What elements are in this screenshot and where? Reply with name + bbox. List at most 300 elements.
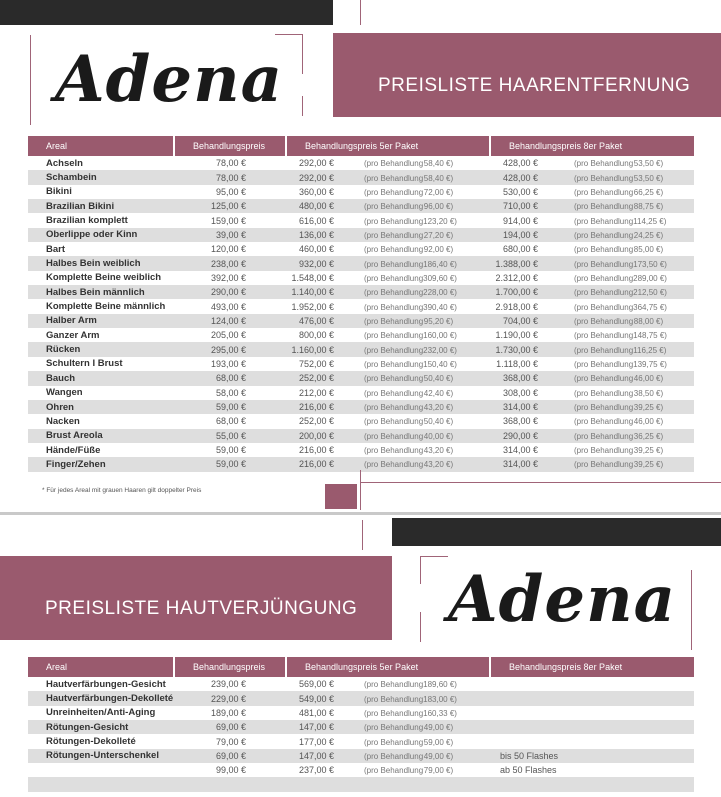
per-treatment-8er xyxy=(574,389,663,398)
value-5er: 147,00 € xyxy=(298,750,334,761)
footnote: * Für jedes Areal mit grauen Haaren gilt doppelter Preis xyxy=(42,487,202,494)
per-label: (pro Behandlung xyxy=(574,446,634,456)
cell-area: Achseln xyxy=(46,157,83,169)
value-8er xyxy=(490,737,500,747)
per-label: (pro Behandlung xyxy=(364,302,424,312)
table-row xyxy=(28,457,694,471)
table-row xyxy=(28,386,694,400)
dark-bar-2 xyxy=(392,518,721,546)
cell-8er xyxy=(490,457,694,471)
per-treatment-5er xyxy=(364,723,453,732)
per-treatment-5er xyxy=(364,680,457,690)
cell-area: Hände/Füße xyxy=(46,444,101,456)
table-row xyxy=(28,285,694,299)
cell-area: Ohren xyxy=(28,400,174,414)
table-row xyxy=(28,156,694,170)
cell-price: 69,00 € xyxy=(174,749,286,763)
deco-square xyxy=(325,484,357,509)
per-label: (pro Behandlung xyxy=(574,288,634,298)
per-label: (pro Behandlung xyxy=(364,460,424,470)
table-row xyxy=(28,400,694,414)
per-label: (pro Behandlung xyxy=(574,187,634,197)
cell-5er xyxy=(286,386,490,400)
cell-empty xyxy=(286,777,490,791)
per-treatment-5er xyxy=(364,202,453,211)
cell-area: Nacken xyxy=(46,415,80,427)
cell-8er xyxy=(490,156,694,170)
value-5er: 136,00 € xyxy=(298,229,334,240)
table-row xyxy=(28,299,694,313)
cell-price: 39,00 € xyxy=(174,228,286,242)
brand-logo-2: Adena xyxy=(448,562,677,637)
per-treatment-8er xyxy=(574,345,667,355)
cell-5er xyxy=(286,170,490,184)
table-row xyxy=(28,677,694,691)
value-5er: 800,00 € xyxy=(298,330,334,341)
per-value-5er: 92,00 €) xyxy=(423,245,454,255)
cell-price: 68,00 € xyxy=(174,371,286,385)
value-8er: 368,00 € xyxy=(502,373,538,384)
per-label: (pro Behandlung xyxy=(364,345,424,355)
per-label: (pro Behandlung xyxy=(364,737,424,747)
per-label: (pro Behandlung xyxy=(574,216,634,226)
per-treatment-8er xyxy=(574,273,667,283)
per-label: (pro Behandlung xyxy=(574,359,634,369)
per-label: (pro Behandlung xyxy=(364,187,424,197)
per-value-5er: 232,00 €) xyxy=(423,345,457,355)
per-label: (pro Behandlung xyxy=(574,302,634,312)
table-row xyxy=(28,271,694,285)
cell-5er xyxy=(286,271,490,285)
cell-5er xyxy=(286,342,490,356)
cell-area: Halbes Bein weiblich xyxy=(28,256,174,270)
banner-hautverjuengung xyxy=(0,556,392,640)
per-treatment-8er xyxy=(574,245,663,254)
table-row xyxy=(28,691,694,705)
cell-area: Rötungen-Unterschenkel xyxy=(28,749,174,763)
per-treatment-5er xyxy=(364,216,457,226)
per-treatment-5er xyxy=(364,389,453,398)
cell-area: Schambein xyxy=(28,170,174,184)
cell-8er xyxy=(490,185,694,199)
per-value-8er: 46,00 €) xyxy=(633,374,664,384)
cell-8er xyxy=(490,749,694,763)
per-value-5er: 390,40 €) xyxy=(423,302,457,312)
cell-area: Ganzer Arm xyxy=(46,329,100,341)
value-5er: 212,00 € xyxy=(298,387,334,398)
table-row xyxy=(28,749,694,763)
banner-haarentfernung xyxy=(333,33,721,117)
per-label: (pro Behandlung xyxy=(574,460,634,470)
cell-5er xyxy=(286,734,490,748)
deco-line xyxy=(420,556,448,557)
value-5er: 200,00 € xyxy=(298,430,334,441)
cell-empty xyxy=(490,777,694,791)
per-value-8er: 24,25 €) xyxy=(633,230,664,240)
cell-price: 120,00 € xyxy=(210,244,246,255)
per-value-5er: 96,00 €) xyxy=(423,202,454,212)
per-treatment-5er xyxy=(364,288,457,298)
table-row xyxy=(28,228,694,242)
cell-5er xyxy=(286,156,490,170)
per-treatment-8er xyxy=(574,417,663,426)
deco-line xyxy=(302,96,303,116)
per-label: (pro Behandlung xyxy=(364,417,424,427)
value-5er: 1.548,00 € xyxy=(291,272,334,283)
per-value-5er: 79,00 €) xyxy=(423,766,454,776)
per-treatment-5er xyxy=(364,403,453,412)
per-label: (pro Behandlung xyxy=(364,388,424,398)
cell-8er xyxy=(490,371,694,385)
value-5er: 476,00 € xyxy=(298,315,334,326)
per-label: (pro Behandlung xyxy=(364,708,424,718)
per-value-5er: 43,20 €) xyxy=(423,446,454,456)
per-value-8er: 39,25 €) xyxy=(633,460,664,470)
per-label: (pro Behandlung xyxy=(364,288,424,298)
cell-8er xyxy=(490,256,694,270)
per-treatment-8er xyxy=(574,231,663,240)
cell-price: 392,00 € xyxy=(210,272,246,283)
per-treatment-8er xyxy=(574,460,663,469)
value-8er: 428,00 € xyxy=(502,172,538,183)
deco-line xyxy=(362,520,363,550)
value-8er: ab 50 Flashes xyxy=(500,765,557,776)
value-8er: 314,00 € xyxy=(502,459,538,470)
value-8er: 428,00 € xyxy=(502,158,538,169)
cell-8er xyxy=(490,706,694,720)
per-treatment-8er xyxy=(574,403,663,412)
per-treatment-5er xyxy=(364,188,453,197)
per-label: (pro Behandlung xyxy=(364,766,424,776)
per-value-5er: 43,20 €) xyxy=(423,403,454,413)
per-label: (pro Behandlung xyxy=(364,403,424,413)
per-treatment-8er xyxy=(574,432,663,441)
cell-5er xyxy=(286,749,490,763)
table-row xyxy=(28,342,694,356)
per-value-5er: 186,40 €) xyxy=(423,259,457,269)
per-treatment-5er xyxy=(364,694,457,704)
value-8er: 290,00 € xyxy=(502,430,538,441)
per-treatment-5er xyxy=(364,317,453,326)
value-5er: 932,00 € xyxy=(298,258,334,269)
cell-8er xyxy=(490,400,694,414)
value-5er: 481,00 € xyxy=(298,707,334,718)
value-8er: bis 50 Flashes xyxy=(500,750,559,761)
cell-8er xyxy=(490,228,694,242)
cell-area: Halber Arm xyxy=(28,314,174,328)
per-value-8er: 114,25 €) xyxy=(633,216,667,226)
value-5er: 237,00 € xyxy=(298,765,334,776)
per-label: (pro Behandlung xyxy=(574,316,634,326)
cell-price: 55,00 € xyxy=(174,429,286,443)
value-8er: 704,00 € xyxy=(502,315,538,326)
table-row xyxy=(28,314,694,328)
per-label: (pro Behandlung xyxy=(364,723,424,733)
cell-5er xyxy=(286,443,490,457)
deco-line xyxy=(691,570,692,650)
value-8er xyxy=(490,694,500,704)
table-row xyxy=(28,443,694,457)
table-header xyxy=(28,657,694,677)
value-8er xyxy=(490,708,500,718)
cell-8er xyxy=(490,734,694,748)
cell-area: Bart xyxy=(46,243,66,255)
per-label: (pro Behandlung xyxy=(364,230,424,240)
per-value-5er: 40,00 €) xyxy=(423,431,454,441)
per-treatment-8er xyxy=(574,159,663,168)
cell-8er xyxy=(490,691,694,705)
per-treatment-8er xyxy=(574,374,663,383)
per-label: (pro Behandlung xyxy=(574,273,634,283)
per-value-5er: 43,20 €) xyxy=(423,460,454,470)
header-5er: Behandlungspreis 5er Paket xyxy=(286,657,490,677)
per-value-5er: 49,00 €) xyxy=(423,723,454,733)
price-table-hautverjuengung xyxy=(28,657,694,792)
cell-price: 295,00 € xyxy=(174,342,286,356)
header-8er: Behandlungspreis 8er Paket xyxy=(490,657,694,677)
per-label: (pro Behandlung xyxy=(574,245,634,255)
table-header xyxy=(28,136,694,156)
per-treatment-5er xyxy=(364,231,453,240)
cell-price: 58,00 € xyxy=(215,387,246,398)
per-value-8er: 39,25 €) xyxy=(633,446,664,456)
value-5er: 252,00 € xyxy=(298,416,334,427)
cell-area: Finger/Zehen xyxy=(28,457,174,471)
value-5er: 292,00 € xyxy=(298,158,334,169)
header-5er: Behandlungspreis 5er Paket xyxy=(286,136,490,156)
cell-5er xyxy=(286,763,490,777)
per-value-5er: 59,00 €) xyxy=(423,737,454,747)
cell-price: 59,00 € xyxy=(215,445,246,456)
table-row xyxy=(28,429,694,443)
value-8er: 368,00 € xyxy=(502,416,538,427)
cell-8er xyxy=(490,314,694,328)
per-treatment-8er xyxy=(574,331,667,341)
per-treatment-5er xyxy=(364,752,453,761)
cell-area: Bauch xyxy=(28,371,174,385)
value-5er: 216,00 € xyxy=(298,402,334,413)
table-row xyxy=(28,242,694,256)
per-label: (pro Behandlung xyxy=(574,173,634,183)
cell-price: 189,00 € xyxy=(210,707,246,718)
cell-area xyxy=(28,763,174,777)
header-areal: Areal xyxy=(28,657,174,677)
per-treatment-5er xyxy=(364,345,457,355)
cell-5er xyxy=(286,457,490,471)
cell-price: 79,00 € xyxy=(215,736,246,747)
per-value-5er: 183,00 €) xyxy=(423,694,457,704)
per-value-8er: 173,50 €) xyxy=(633,259,667,269)
per-treatment-8er xyxy=(574,302,667,312)
value-8er: 314,00 € xyxy=(502,402,538,413)
per-value-8er: 212,50 €) xyxy=(633,288,667,298)
per-treatment-5er xyxy=(364,159,453,168)
per-treatment-8er xyxy=(574,359,667,369)
deco-line xyxy=(30,35,31,125)
value-5er: 752,00 € xyxy=(298,358,334,369)
deco-line xyxy=(302,34,303,74)
cell-8er xyxy=(490,342,694,356)
per-treatment-5er xyxy=(364,708,457,718)
cell-price: 493,00 € xyxy=(210,301,246,312)
per-label: (pro Behandlung xyxy=(574,417,634,427)
per-treatment-5er xyxy=(364,174,453,183)
cell-price: 78,00 € xyxy=(215,158,246,169)
per-value-5er: 50,40 €) xyxy=(423,417,454,427)
cell-8er xyxy=(490,763,694,777)
per-value-5er: 72,00 €) xyxy=(423,187,454,197)
value-8er: 1.388,00 € xyxy=(495,258,538,269)
per-treatment-5er xyxy=(364,417,453,426)
per-treatment-5er xyxy=(364,273,457,283)
per-treatment-8er xyxy=(574,259,667,269)
value-5er: 569,00 € xyxy=(298,679,334,690)
value-8er: 1.118,00 € xyxy=(496,358,538,369)
per-treatment-5er xyxy=(364,460,453,469)
per-treatment-8er xyxy=(574,216,667,226)
cell-price: 239,00 € xyxy=(210,679,246,690)
cell-area: Schultern I Brust xyxy=(46,358,123,370)
table-row xyxy=(28,185,694,199)
deco-line xyxy=(420,612,421,642)
cell-area: Hautverfärbungen-Gesicht xyxy=(46,678,166,690)
header-areal: Areal xyxy=(28,136,174,156)
per-value-8er: 364,75 €) xyxy=(633,302,667,312)
deco-line xyxy=(275,34,302,35)
table-row xyxy=(28,357,694,371)
brand-logo: Adena xyxy=(55,42,284,117)
per-treatment-5er xyxy=(364,446,453,455)
value-8er: 1.190,00 € xyxy=(495,330,538,341)
value-8er: 1.730,00 € xyxy=(495,344,538,355)
per-label: (pro Behandlung xyxy=(574,331,634,341)
per-label: (pro Behandlung xyxy=(364,331,424,341)
cell-8er xyxy=(490,357,694,371)
cell-empty xyxy=(28,777,174,791)
cell-price: 193,00 € xyxy=(210,358,246,369)
cell-area: Rötungen-Gesicht xyxy=(28,720,174,734)
cell-empty xyxy=(174,777,286,791)
table-row xyxy=(28,199,694,213)
cell-price: 99,00 € xyxy=(215,765,246,776)
per-value-5er: 58,40 €) xyxy=(423,173,454,183)
value-5er: 252,00 € xyxy=(298,373,334,384)
cell-5er xyxy=(286,199,490,213)
value-8er: 530,00 € xyxy=(502,186,538,197)
cell-8er xyxy=(490,720,694,734)
cell-area: Halbes Bein männlich xyxy=(28,285,174,299)
per-value-8er: 38,50 €) xyxy=(633,388,664,398)
per-label: (pro Behandlung xyxy=(364,446,424,456)
per-label: (pro Behandlung xyxy=(364,751,424,761)
per-label: (pro Behandlung xyxy=(574,230,634,240)
cell-area: Hautverfärbungen-Dekolleté xyxy=(28,691,174,705)
cell-5er xyxy=(286,677,490,691)
per-treatment-5er xyxy=(364,245,453,254)
value-5er: 216,00 € xyxy=(298,459,334,470)
per-label: (pro Behandlung xyxy=(364,374,424,384)
per-value-5er: 150,40 €) xyxy=(423,359,457,369)
value-5er: 1.160,00 € xyxy=(291,344,334,355)
cell-area: Rötungen-Dekolleté xyxy=(46,736,136,748)
per-value-8er: 88,75 €) xyxy=(633,202,664,212)
header-8er: Behandlungspreis 8er Paket xyxy=(490,136,694,156)
per-value-5er: 160,33 €) xyxy=(423,708,457,718)
cell-5er xyxy=(286,400,490,414)
per-label: (pro Behandlung xyxy=(364,259,424,269)
per-value-8er: 85,00 €) xyxy=(633,245,664,255)
value-8er: 710,00 € xyxy=(502,201,538,212)
cell-8er xyxy=(490,271,694,285)
cell-area: Rücken xyxy=(28,342,174,356)
per-treatment-5er xyxy=(364,432,453,441)
cell-5er xyxy=(286,414,490,428)
cell-area: Oberlippe oder Kinn xyxy=(28,228,174,242)
table-row xyxy=(28,720,694,734)
per-value-8er: 53,50 €) xyxy=(633,159,664,169)
value-8er: 2.918,00 € xyxy=(495,301,538,312)
cell-8er xyxy=(490,242,694,256)
per-value-8er: 148,75 €) xyxy=(633,331,667,341)
table-row xyxy=(28,706,694,720)
per-value-5er: 49,00 €) xyxy=(423,751,454,761)
cell-area: Brust Areola xyxy=(28,429,174,443)
per-value-8er: 139,75 €) xyxy=(633,359,667,369)
cell-price: 124,00 € xyxy=(174,314,286,328)
header-price: Behandlungspreis xyxy=(174,136,286,156)
cell-price: 238,00 € xyxy=(174,256,286,270)
price-table-haarentfernung xyxy=(28,136,694,472)
cell-5er xyxy=(286,328,490,342)
value-5er: 460,00 € xyxy=(298,244,334,255)
per-label: (pro Behandlung xyxy=(364,173,424,183)
per-label: (pro Behandlung xyxy=(364,316,424,326)
value-8er: 194,00 € xyxy=(502,229,538,240)
per-value-8er: 39,25 €) xyxy=(633,403,664,413)
table-row xyxy=(28,328,694,342)
cell-5er xyxy=(286,314,490,328)
value-5er: 1.952,00 € xyxy=(291,301,334,312)
per-value-5er: 58,40 €) xyxy=(423,159,454,169)
per-treatment-8er xyxy=(574,317,663,326)
cell-5er xyxy=(286,185,490,199)
cell-price: 69,00 € xyxy=(174,720,286,734)
cell-8er xyxy=(490,429,694,443)
cell-5er xyxy=(286,285,490,299)
per-treatment-5er xyxy=(364,331,457,341)
cell-5er xyxy=(286,299,490,313)
table-row xyxy=(28,170,694,184)
cell-5er xyxy=(286,213,490,227)
cell-5er xyxy=(286,706,490,720)
per-label: (pro Behandlung xyxy=(574,374,634,384)
per-treatment-8er xyxy=(574,288,667,298)
value-5er: 216,00 € xyxy=(298,445,334,456)
per-value-5er: 123,20 €) xyxy=(423,216,457,226)
table-row xyxy=(28,734,694,748)
cell-price: 205,00 € xyxy=(210,330,246,341)
per-treatment-5er xyxy=(364,738,453,747)
per-value-8er: 289,00 €) xyxy=(633,273,667,283)
per-treatment-5er xyxy=(364,359,457,369)
per-label: (pro Behandlung xyxy=(574,202,634,212)
per-treatment-5er xyxy=(364,259,457,269)
per-treatment-5er xyxy=(364,302,457,312)
cell-8er xyxy=(490,328,694,342)
cell-5er xyxy=(286,691,490,705)
value-5er: 147,00 € xyxy=(298,722,334,733)
table-row xyxy=(28,213,694,227)
